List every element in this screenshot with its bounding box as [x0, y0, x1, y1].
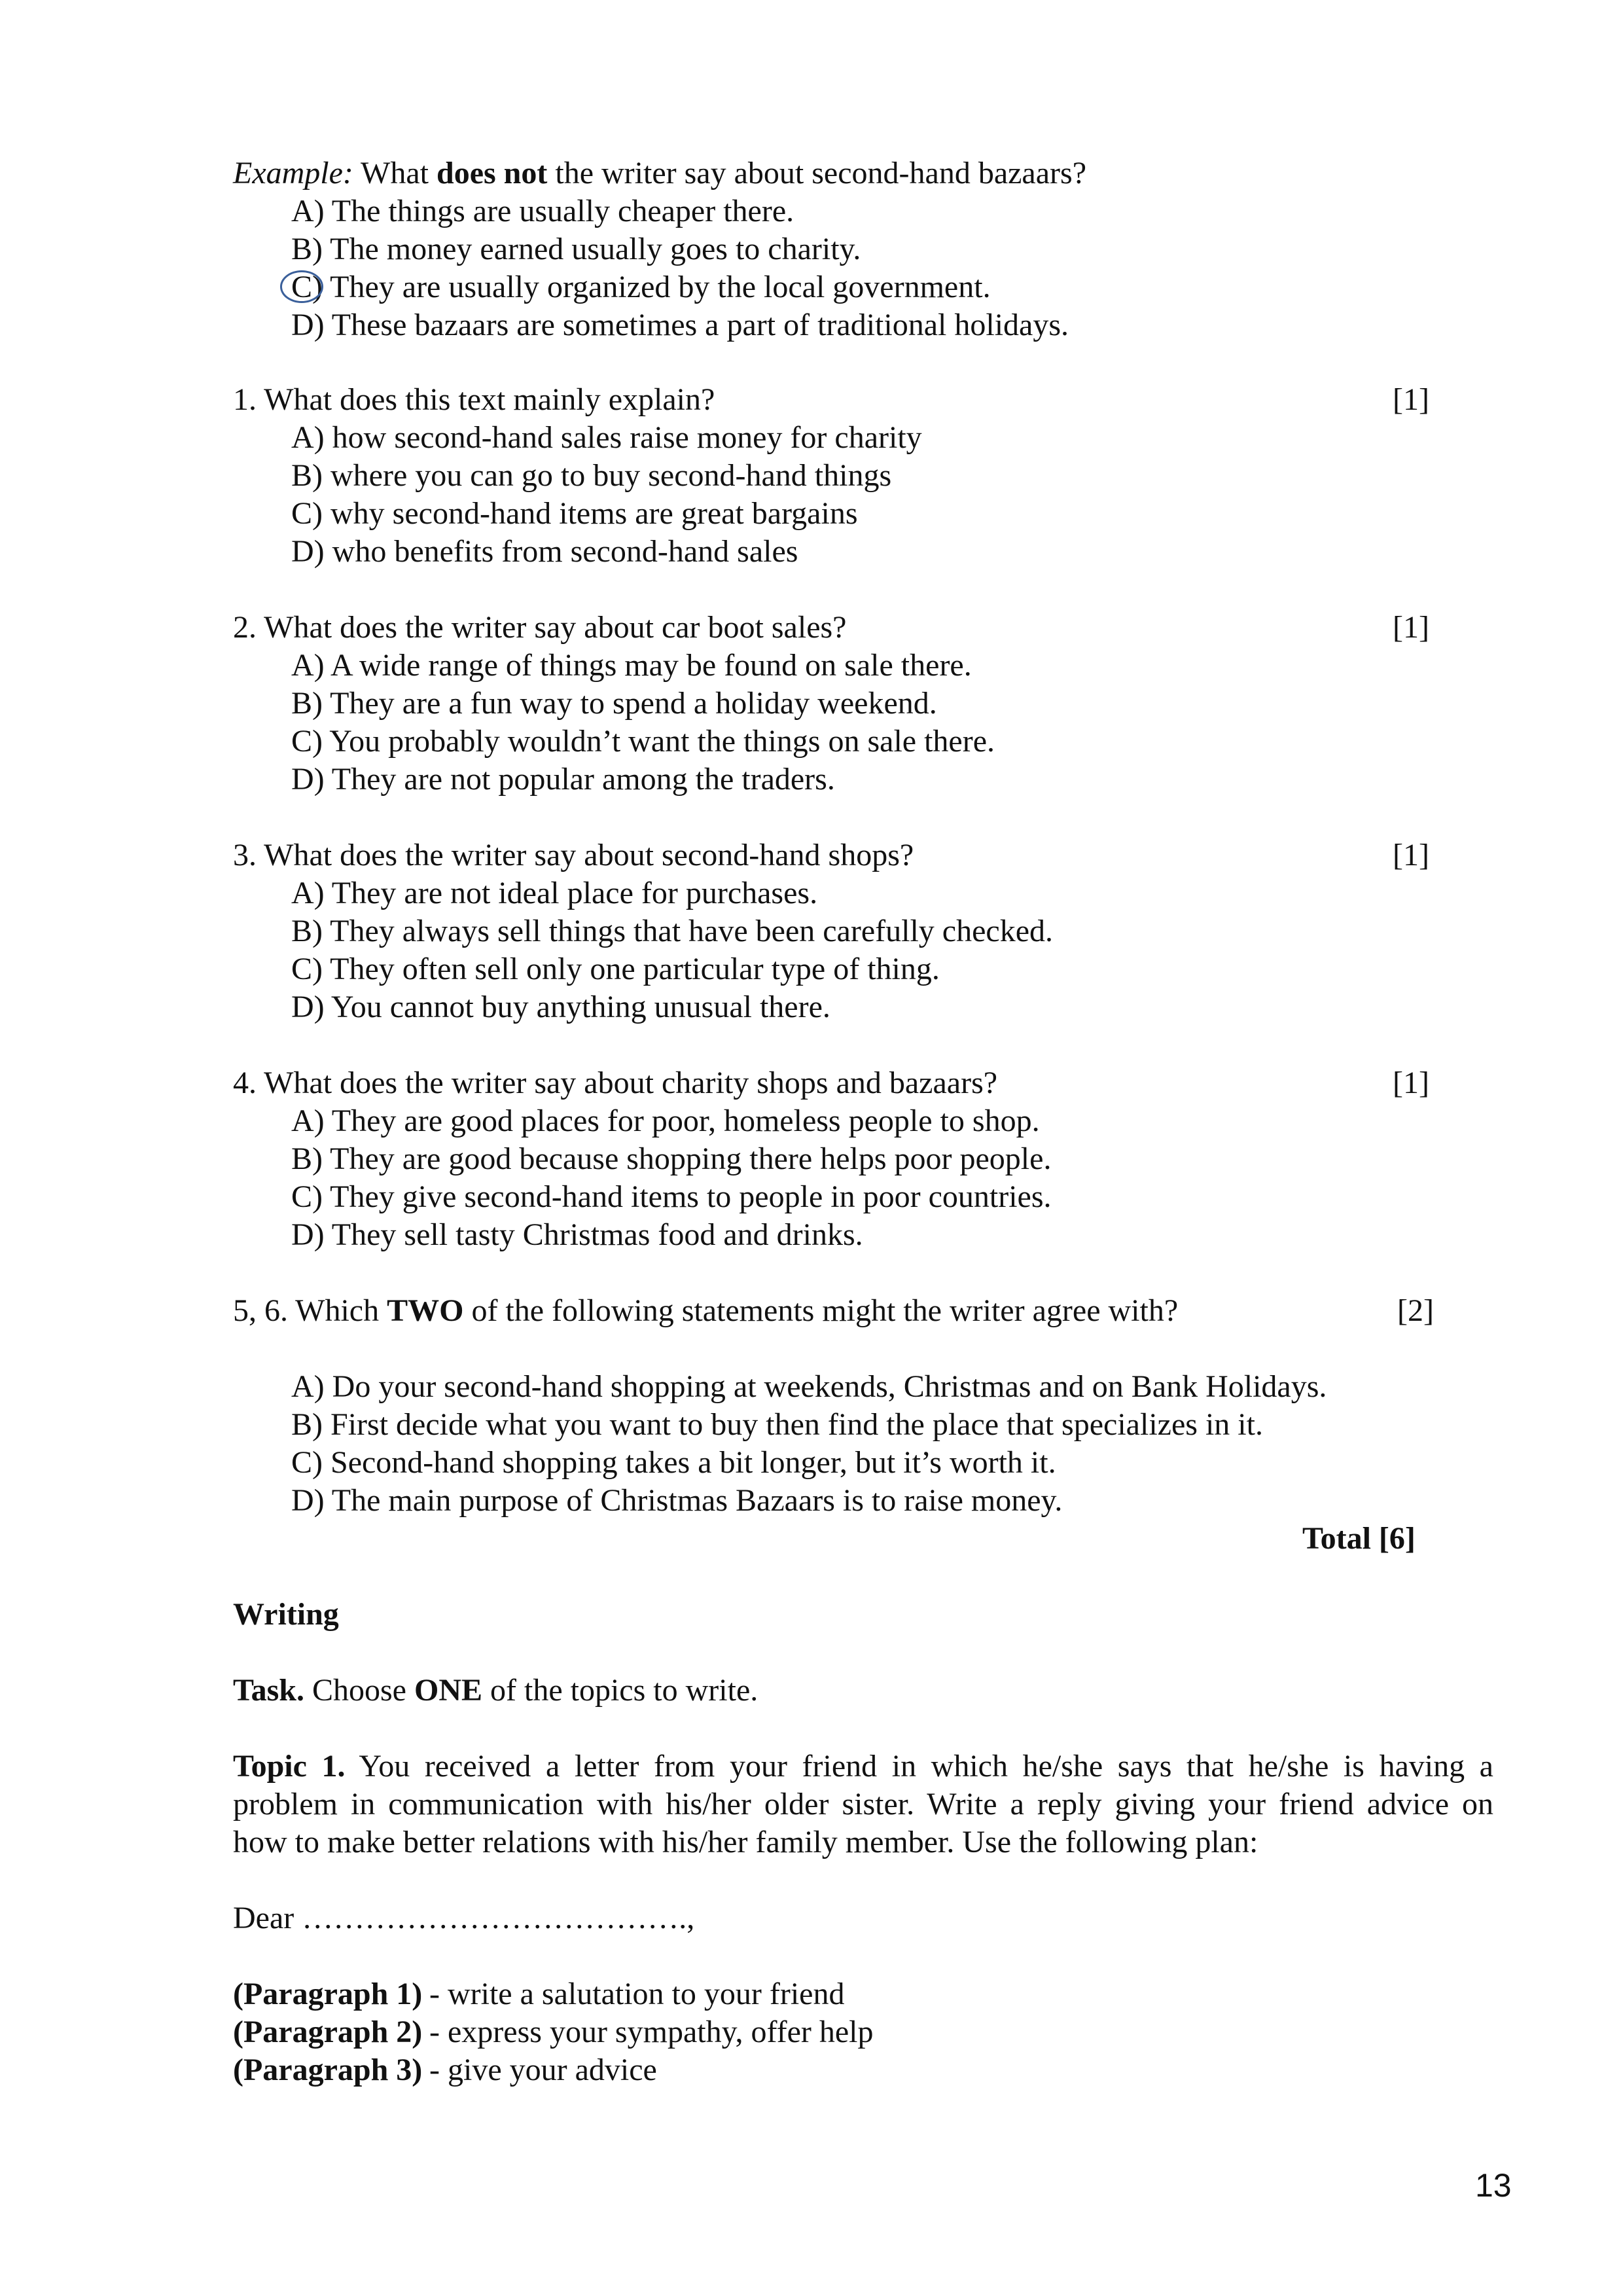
q1-option-d: D) who benefits from second-hand sales	[291, 534, 798, 569]
page-number: 13	[1475, 2167, 1512, 2204]
q4-option-b: B) They are good because shopping there helps poor people.	[291, 1141, 1052, 1176]
q2-option-b: B) They are a fun way to spend a holiday weekend.	[291, 686, 937, 721]
q4-option-a: A) They are good places for poor, homeless people to shop.	[291, 1103, 1040, 1138]
answer-circle-mark	[280, 270, 323, 303]
question-1-marks: [1]	[1393, 382, 1429, 417]
q3-option-c: C) They often sell only one particular type of thing.	[291, 952, 940, 986]
q56-option-a: A) Do your second-hand shopping at weekends, Christmas and on Bank Holidays.	[291, 1369, 1327, 1404]
topic-1-line-1: Topic 1. You received a letter from your friend in which he/she says that he/she is having a	[233, 1749, 1493, 1784]
example-option-b: B) The money earned usually goes to charity.	[291, 232, 861, 266]
question-2-marks: [1]	[1393, 610, 1429, 645]
example-option-d: D) These bazaars are sometimes a part of traditional holidays.	[291, 308, 1069, 342]
q2-option-c: C) You probably wouldn’t want the things on sale there.	[291, 724, 995, 759]
q3-option-d: D) You cannot buy anything unusual there.	[291, 990, 830, 1024]
q3-option-b: B) They always sell things that have been carefully checked.	[291, 914, 1054, 948]
writing-heading: Writing	[233, 1597, 339, 1632]
question-2: 2. What does the writer say about car boot sales?	[233, 610, 847, 645]
question-3-marks: [1]	[1393, 838, 1429, 872]
q56-option-b: B) First decide what you want to buy then find the place that specializes in it.	[291, 1407, 1263, 1442]
q4-option-d: D) They sell tasty Christmas food and drinks.	[291, 1217, 863, 1252]
q4-option-c: C) They give second-hand items to people in poor countries.	[291, 1179, 1052, 1214]
q1-option-c: C) why second-hand items are great bargains	[291, 496, 858, 531]
q1-option-b: B) where you can go to buy second-hand things	[291, 458, 892, 493]
topic-1-line-2: problem in communication with his/her older sister. Write a reply giving your friend advice on	[233, 1787, 1493, 1821]
question-3: 3. What does the writer say about second-hand shops?	[233, 838, 914, 872]
question-4-marks: [1]	[1393, 1066, 1429, 1100]
q56-option-d: D) The main purpose of Christmas Bazaars is to raise money.	[291, 1483, 1063, 1518]
example-label: Example:	[233, 156, 353, 190]
example-option-a: A) The things are usually cheaper there.	[291, 194, 794, 228]
q2-option-a: A) A wide range of things may be found on sale there.	[291, 648, 972, 683]
question-1: 1. What does this text mainly explain?	[233, 382, 715, 417]
question-4: 4. What does the writer say about charity shops and bazaars?	[233, 1066, 998, 1100]
total-marks: Total [6]	[1302, 1521, 1416, 1556]
example-question: Example: What does not the writer say about second-hand bazaars?	[233, 156, 1086, 190]
plan-paragraph-2: (Paragraph 2) - express your sympathy, offer help	[233, 2015, 874, 2049]
letter-salutation: Dear ……………………………….,	[233, 1901, 695, 1935]
q3-option-a: A) They are not ideal place for purchases.	[291, 876, 818, 910]
question-5-6: 5, 6. Which TWO of the following statements might the writer agree with?	[233, 1293, 1179, 1328]
question-5-6-marks: [2]	[1397, 1293, 1434, 1328]
q56-option-c: C) Second-hand shopping takes a bit longer, but it’s worth it.	[291, 1445, 1056, 1480]
q1-option-a: A) how second-hand sales raise money for charity	[291, 420, 922, 455]
example-option-c: C) They are usually organized by the local government.	[291, 270, 991, 304]
plan-paragraph-3: (Paragraph 3) - give your advice	[233, 2053, 657, 2087]
plan-paragraph-1: (Paragraph 1) - write a salutation to your friend	[233, 1977, 845, 2011]
q2-option-d: D) They are not popular among the traders.	[291, 762, 835, 797]
topic-1-line-3: how to make better relations with his/her family member. Use the following plan:	[233, 1825, 1258, 1859]
task-instruction: Task. Choose ONE of the topics to write.	[233, 1673, 758, 1708]
